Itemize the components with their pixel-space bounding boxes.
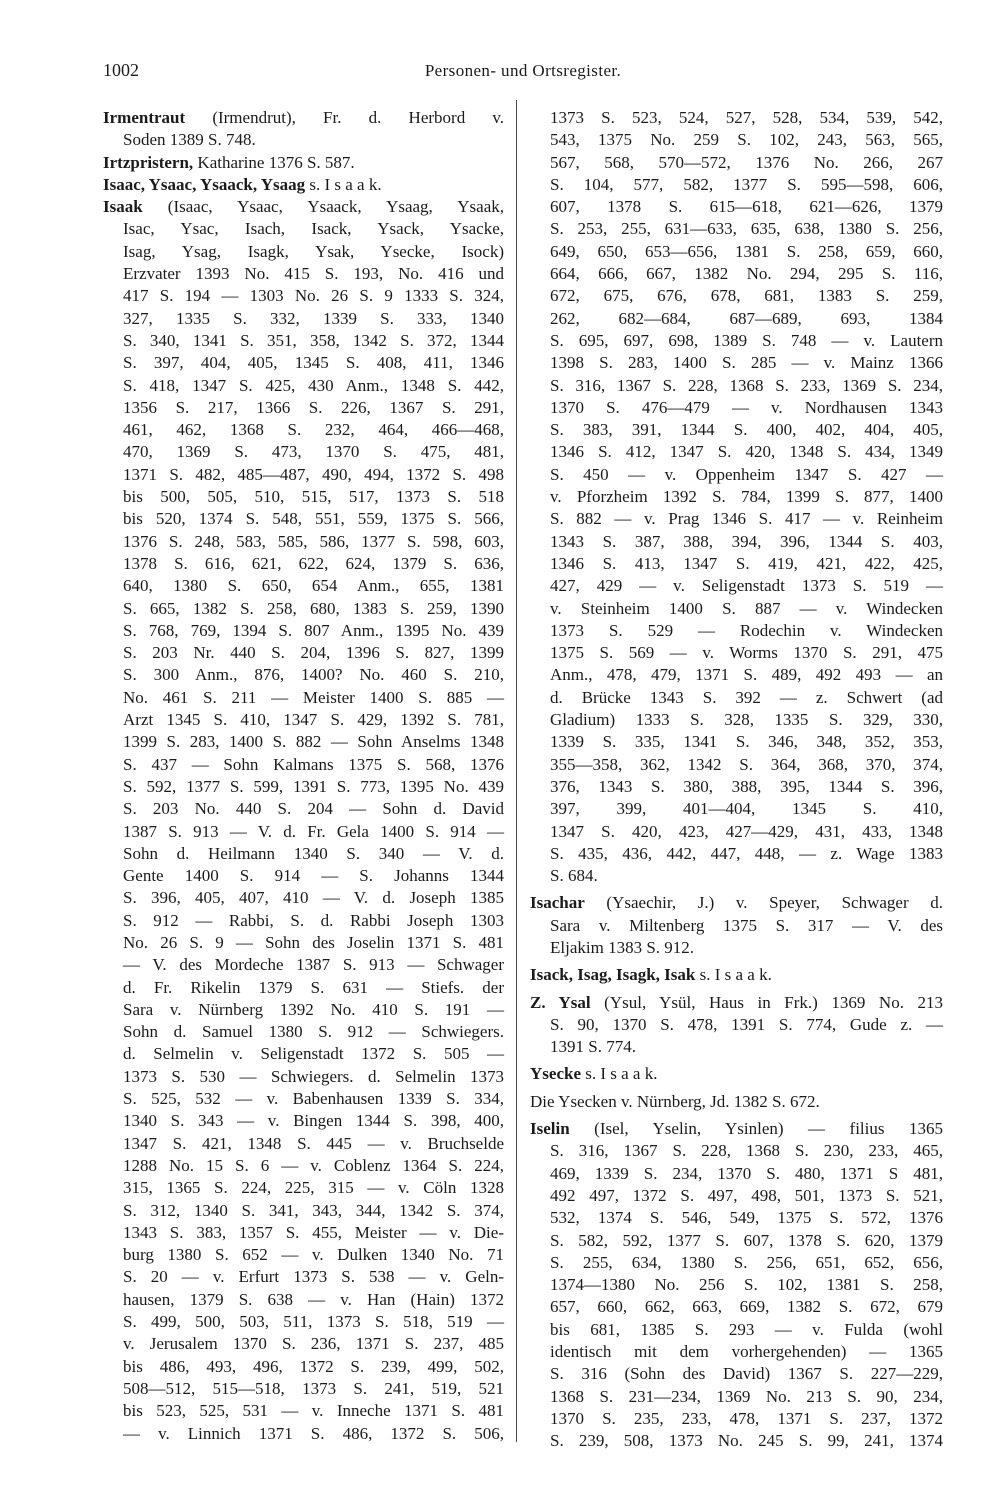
entry-line: S. 312, 1340 S. 341, 343, 344, 1342 S. 374, xyxy=(123,1200,504,1220)
entry-line: 567, 568, 570—572, 1376 No. 266, 267 xyxy=(550,152,943,172)
entry-line: S. 203 Nr. 440 S. 204, 1396 S. 827, 1399 xyxy=(123,643,504,663)
entry-line: — v. Linnich 1371 S. 486, 1372 S. 506, xyxy=(123,1423,504,1443)
entry-line xyxy=(530,992,943,1014)
entry-line: v. Jerusalem 1370 S. 236, 1371 S. 237, 485 xyxy=(123,1334,504,1354)
entry-line: S. 684. xyxy=(550,866,598,886)
entry-line: 355—358, 362, 1342 S. 364, 368, 370, 374, xyxy=(550,754,943,774)
entry-line: 532, 1374 S. 546, 549, 1375 S. 572, 1376 xyxy=(550,1208,943,1228)
entry-headword: Ysecke xyxy=(530,1064,581,1084)
entry-line: 1399 S. 283, 1400 S. 882 — Sohn Anselms 1348 xyxy=(123,732,504,752)
entry-line: S. 316, 1367 S. 228, 1368 S. 233, 1369 S. 234, xyxy=(550,375,943,395)
entry-line: No. 461 S. 211 — Meister 1400 S. 885 — xyxy=(123,687,504,707)
entry-line: S. 525, 532 — v. Babenhausen 1339 S. 334, xyxy=(123,1089,504,1109)
entry-headword: Isaak xyxy=(103,197,143,217)
entry-line: hausen, 1379 S. 638 — v. Han (Hain) 1372 xyxy=(123,1289,504,1309)
entry-line: 1378 S. 616, 621, 622, 624, 1379 S. 636, xyxy=(123,553,504,573)
index-entry xyxy=(103,196,504,1445)
entry-line-text: (Ysaechir, J.) v. Speyer, Schwager d. xyxy=(584,893,943,913)
page-number: 1002 xyxy=(103,60,139,80)
index-entry xyxy=(530,1118,943,1452)
index-entry xyxy=(103,174,504,196)
entry-line: Anm., 478, 479, 1371 S. 489, 492 493 — an xyxy=(550,665,943,685)
entry-line xyxy=(103,107,504,129)
entry-line: S. 20 — v. Erfurt 1373 S. 538 — v. Geln- xyxy=(123,1267,504,1287)
entry-line: 649, 650, 653—656, 1381 S. 258, 659, 660, xyxy=(550,241,943,261)
entry-line: 1374—1380 No. 256 S. 102, 1381 S. 258, xyxy=(550,1275,943,1295)
entry-line: Arzt 1345 S. 410, 1347 S. 429, 1392 S. 781, xyxy=(123,710,504,730)
entry-line: Sara v. Nürnberg 1392 No. 410 S. 191 — xyxy=(123,999,504,1019)
entry-line: 397, 399, 401—404, 1345 S. 410, xyxy=(550,799,943,819)
entry-headword: Isaac, Ysaac, Ysaack, Ysaag xyxy=(103,174,306,194)
index-entry xyxy=(530,1063,943,1085)
entry-line-text: s. I s a a k. xyxy=(695,965,772,985)
entry-line: Gladium) 1333 S. 328, 1335 S. 329, 330, xyxy=(550,710,943,730)
entry-line: 427, 429 — v. Seligenstadt 1373 S. 519 — xyxy=(550,576,943,596)
entry-line: S. 316 (Sohn des David) 1367 S. 227—229, xyxy=(550,1364,943,1384)
entry-line: Gente 1400 S. 914 — S. Johanns 1344 xyxy=(123,866,504,886)
entry-line: 262, 682—684, 687—689, 693, 1384 xyxy=(550,308,943,328)
entry-line: S. 316, 1367 S. 228, 1368 S. 230, 233, 465, xyxy=(550,1141,943,1161)
right-column xyxy=(530,107,943,1453)
entry-line: S. 203 No. 440 S. 204 — Sohn d. David xyxy=(123,799,504,819)
entry-line: 1373 S. 523, 524, 527, 528, 534, 539, 542, xyxy=(550,108,943,127)
entry-line: S. 768, 769, 1394 S. 807 Anm., 1395 No. 439 xyxy=(123,620,504,640)
entry-line: S. 882 — v. Prag 1346 S. 417 — v. Reinheim xyxy=(550,509,943,529)
entry-line: S. 397, 404, 405, 1345 S. 408, 411, 1346 xyxy=(123,353,504,373)
index-entry xyxy=(103,107,504,152)
entry-line: 1288 No. 15 S. 6 — v. Coblenz 1364 S. 224, xyxy=(123,1155,504,1175)
entry-line: S. 90, 1370 S. 478, 1391 S. 774, Gude z. — xyxy=(550,1014,943,1034)
entry-line: 469, 1339 S. 234, 1370 S. 480, 1371 S 481, xyxy=(550,1163,943,1183)
index-entry xyxy=(530,992,943,1059)
entry-line: Eljakim 1383 S. 912. xyxy=(550,937,695,957)
entry-line: 664, 666, 667, 1382 No. 294, 295 S. 116, xyxy=(550,264,943,284)
entry-line: 1370 S. 235, 233, 478, 1371 S. 237, 1372 xyxy=(550,1408,943,1428)
entry-line: 1376 S. 248, 583, 585, 586, 1377 S. 598, 603, xyxy=(123,531,504,551)
entry-line-text: (Isaac, Ysaac, Ysaack, Ysaag, Ysaak, xyxy=(142,197,504,217)
entry-line: 672, 675, 676, 678, 681, 1383 S. 259, xyxy=(550,286,943,306)
entry-line: 1398 S. 283, 1400 S. 285 — v. Mainz 1366 xyxy=(550,353,943,373)
entry-line: S. 592, 1377 S. 599, 1391 S. 773, 1395 No. 439 xyxy=(123,776,504,796)
entry-line xyxy=(530,964,943,986)
entry-line: 1346 S. 413, 1347 S. 419, 421, 422, 425, xyxy=(550,553,943,573)
entry-line: bis 500, 505, 510, 515, 517, 1373 S. 518 xyxy=(123,487,504,507)
entry-line: S. 300 Anm., 876, 1400? No. 460 S. 210, xyxy=(123,665,504,685)
entry-line: 1368 S. 231—234, 1369 No. 213 S. 90, 234, xyxy=(550,1386,943,1406)
entry-line xyxy=(530,892,943,914)
entry-line: v. Pforzheim 1392 S. 784, 1399 S. 877, 1400 xyxy=(550,487,943,507)
entry-line: S. 383, 391, 1344 S. 400, 402, 404, 405, xyxy=(550,420,943,440)
entry-line: S. 437 — Sohn Kalmans 1375 S. 568, 1376 xyxy=(123,754,504,774)
entry-line: v. Steinheim 1400 S. 887 — v. Windecken xyxy=(550,598,943,618)
index-entry xyxy=(530,892,943,959)
entry-line: bis 486, 493, 496, 1372 S. 239, 499, 502, xyxy=(123,1356,504,1376)
entry-line: 461, 462, 1368 S. 232, 464, 466—468, xyxy=(123,420,504,440)
entry-line: bis 681, 1385 S. 293 — v. Fulda (wohl xyxy=(550,1319,943,1339)
entry-line: 1340 S. 343 — v. Bingen 1344 S. 398, 400, xyxy=(123,1111,504,1131)
entry-line: S. 253, 255, 631—633, 635, 638, 1380 S. 256, xyxy=(550,219,943,239)
entry-line: 640, 1380 S. 650, 654 Anm., 655, 1381 xyxy=(123,576,504,596)
entry-line: 1375 S. 569 — v. Worms 1370 S. 291, 475 xyxy=(550,643,943,663)
entry-line: 1371 S. 482, 485—487, 490, 494, 1372 S. 498 xyxy=(123,464,504,484)
entry-headword: Irmentraut xyxy=(103,108,186,127)
entry-headword: Iselin xyxy=(530,1119,570,1139)
entry-line xyxy=(103,174,504,196)
entry-line: S. 340, 1341 S. 351, 358, 1342 S. 372, 1344 xyxy=(123,330,504,350)
entry-line: 470, 1369 S. 473, 1370 S. 475, 481, xyxy=(123,442,504,462)
entry-line: Sara v. Miltenberg 1375 S. 317 — V. des xyxy=(550,915,943,935)
entry-line: 1347 S. 421, 1348 S. 445 — v. Bruchselde xyxy=(123,1133,504,1153)
index-entry xyxy=(530,107,943,887)
entry-line: S. 255, 634, 1380 S. 256, 651, 652, 656, xyxy=(550,1252,943,1272)
entry-headword: Z. Ysal xyxy=(530,992,591,1012)
running-title: Personen- und Ortsregister. xyxy=(424,61,622,80)
entry-line: 1387 S. 913 — V. d. Fr. Gela 1400 S. 914 — xyxy=(123,821,504,841)
entry-line: 1370 S. 476—479 — v. Nordhausen 1343 xyxy=(550,397,943,417)
entry-line: Sohn d. Samuel 1380 S. 912 — Schwiegers. xyxy=(123,1022,504,1042)
index-entry xyxy=(530,964,943,986)
entry-headword: Irtzpristern, xyxy=(103,152,194,172)
entry-line: S. 912 — Rabbi, S. d. Rabbi Joseph 1303 xyxy=(123,910,504,930)
entry-line-text: s. I s a a k. xyxy=(305,174,382,194)
entry-line: 417 S. 194 — 1303 No. 26 S. 9 1333 S. 324, xyxy=(123,286,504,306)
entry-line: 492 497, 1372 S. 497, 498, 501, 1373 S. 521, xyxy=(550,1185,943,1205)
entry-line: bis 523, 525, 531 — v. Inneche 1371 S. 481 xyxy=(123,1401,504,1421)
entry-line: 1373 S. 529 — Rodechin v. Windecken xyxy=(550,620,943,640)
entry-line: bis 520, 1374 S. 548, 551, 559, 1375 S. 566, xyxy=(123,509,504,529)
entry-line: S. 665, 1382 S. 258, 680, 1383 S. 259, 1390 xyxy=(123,598,504,618)
entry-line-text: Katharine 1376 S. 587. xyxy=(193,152,355,172)
entry-line: 1373 S. 530 — Schwiegers. d. Selmelin 1373 xyxy=(123,1066,504,1086)
left-column xyxy=(103,107,504,1445)
entry-line: d. Selmelin v. Seligenstadt 1372 S. 505 — xyxy=(123,1044,504,1064)
entry-line: — V. des Mordeche 1387 S. 913 — Schwager xyxy=(123,955,504,975)
entry-line: S. 104, 577, 582, 1377 S. 595—598, 606, xyxy=(550,174,943,194)
entry-line-text: s. I s a a k. xyxy=(580,1064,658,1084)
entry-line: No. 26 S. 9 — Sohn des Joselin 1371 S. 481 xyxy=(123,932,504,952)
entry-line: Soden 1389 S. 748. xyxy=(123,130,256,150)
entry-line xyxy=(103,196,504,218)
entry-line xyxy=(530,1063,943,1085)
entry-line: S. 499, 500, 503, 511, 1373 S. 518, 519 — xyxy=(123,1312,504,1332)
entry-headword: Isack, Isag, Isagk, Isak xyxy=(530,965,696,985)
entry-line: 315, 1365 S. 224, 225, 315 — v. Cöln 1328 xyxy=(123,1178,504,1198)
entry-line: 607, 1378 S. 615—618, 621—626, 1379 xyxy=(550,197,943,217)
entry-line: S. 450 — v. Oppenheim 1347 S. 427 — xyxy=(550,464,943,484)
entry-line: 1356 S. 217, 1366 S. 226, 1367 S. 291, xyxy=(123,397,504,417)
entry-line: 1391 S. 774. xyxy=(550,1037,636,1057)
entry-line: d. Brücke 1343 S. 392 — z. Schwert (ad xyxy=(550,687,943,707)
entry-line: S. 239, 508, 1373 No. 245 S. 99, 241, 1374 xyxy=(550,1431,943,1451)
entry-line: 1347 S. 420, 423, 427—429, 431, 433, 1348 xyxy=(550,821,943,841)
entry-line: identisch mit dem vorhergehenden) — 1365 xyxy=(550,1342,943,1362)
entry-line: 657, 660, 662, 663, 669, 1382 S. 672, 679 xyxy=(550,1297,943,1317)
entry-line: Erzvater 1393 No. 415 S. 193, No. 416 und xyxy=(123,264,504,284)
entry-line-text: (Isel, Yselin, Ysinlen) — filius 1365 xyxy=(569,1119,943,1139)
entry-line-text: (Irmendrut), Fr. d. Herbord v. xyxy=(185,108,504,127)
entry-line: 376, 1343 S. 380, 388, 395, 1344 S. 396, xyxy=(550,776,943,796)
entry-line: 1346 S. 412, 1347 S. 420, 1348 S. 434, 1349 xyxy=(550,442,943,462)
entry-line xyxy=(103,152,504,174)
entry-line: 508—512, 515—518, 1373 S. 241, 519, 521 xyxy=(123,1378,504,1398)
entry-line: S. 695, 697, 698, 1389 S. 748 — v. Lautern xyxy=(550,330,943,350)
entry-line-text: (Ysul, Ysül, Haus in Frk.) 1369 No. 213 xyxy=(590,992,943,1012)
entry-line: S. 435, 436, 442, 447, 448, — z. Wage 1383 xyxy=(550,843,943,863)
entry-line: Die Ysecken v. Nürnberg, Jd. 1382 S. 672. xyxy=(530,1091,820,1111)
entry-line: 1339 S. 335, 1341 S. 346, 348, 352, 353, xyxy=(550,732,943,752)
index-entry xyxy=(103,152,504,174)
entry-line: Sohn d. Heilmann 1340 S. 340 — V. d. xyxy=(123,843,504,863)
entry-line: 1343 S. 387, 388, 394, 396, 1344 S. 403, xyxy=(550,531,943,551)
entry-headword: Isachar xyxy=(530,893,585,913)
index-entry xyxy=(530,1091,943,1113)
entry-line: 1343 S. 383, 1357 S. 455, Meister — v. Die- xyxy=(123,1222,504,1242)
entry-line: Isag, Ysag, Isagk, Ysak, Ysecke, Isock) xyxy=(123,241,504,261)
entry-line: d. Fr. Rikelin 1379 S. 631 — Stiefs. der xyxy=(123,977,504,997)
entry-line: burg 1380 S. 652 — v. Dulken 1340 No. 71 xyxy=(123,1245,504,1265)
entry-line: Isac, Ysac, Isach, Isack, Ysack, Ysacke, xyxy=(123,219,504,239)
entry-line xyxy=(530,1118,943,1140)
entry-line: S. 418, 1347 S. 425, 430 Anm., 1348 S. 442, xyxy=(123,375,504,395)
entry-line: 327, 1335 S. 332, 1339 S. 333, 1340 xyxy=(123,308,504,328)
entry-line: S. 396, 405, 407, 410 — V. d. Joseph 1385 xyxy=(123,888,504,908)
entry-line: S. 582, 592, 1377 S. 607, 1378 S. 620, 1379 xyxy=(550,1230,943,1250)
entry-line: 543, 1375 No. 259 S. 102, 243, 563, 565, xyxy=(550,130,943,150)
column-divider xyxy=(516,100,517,1442)
